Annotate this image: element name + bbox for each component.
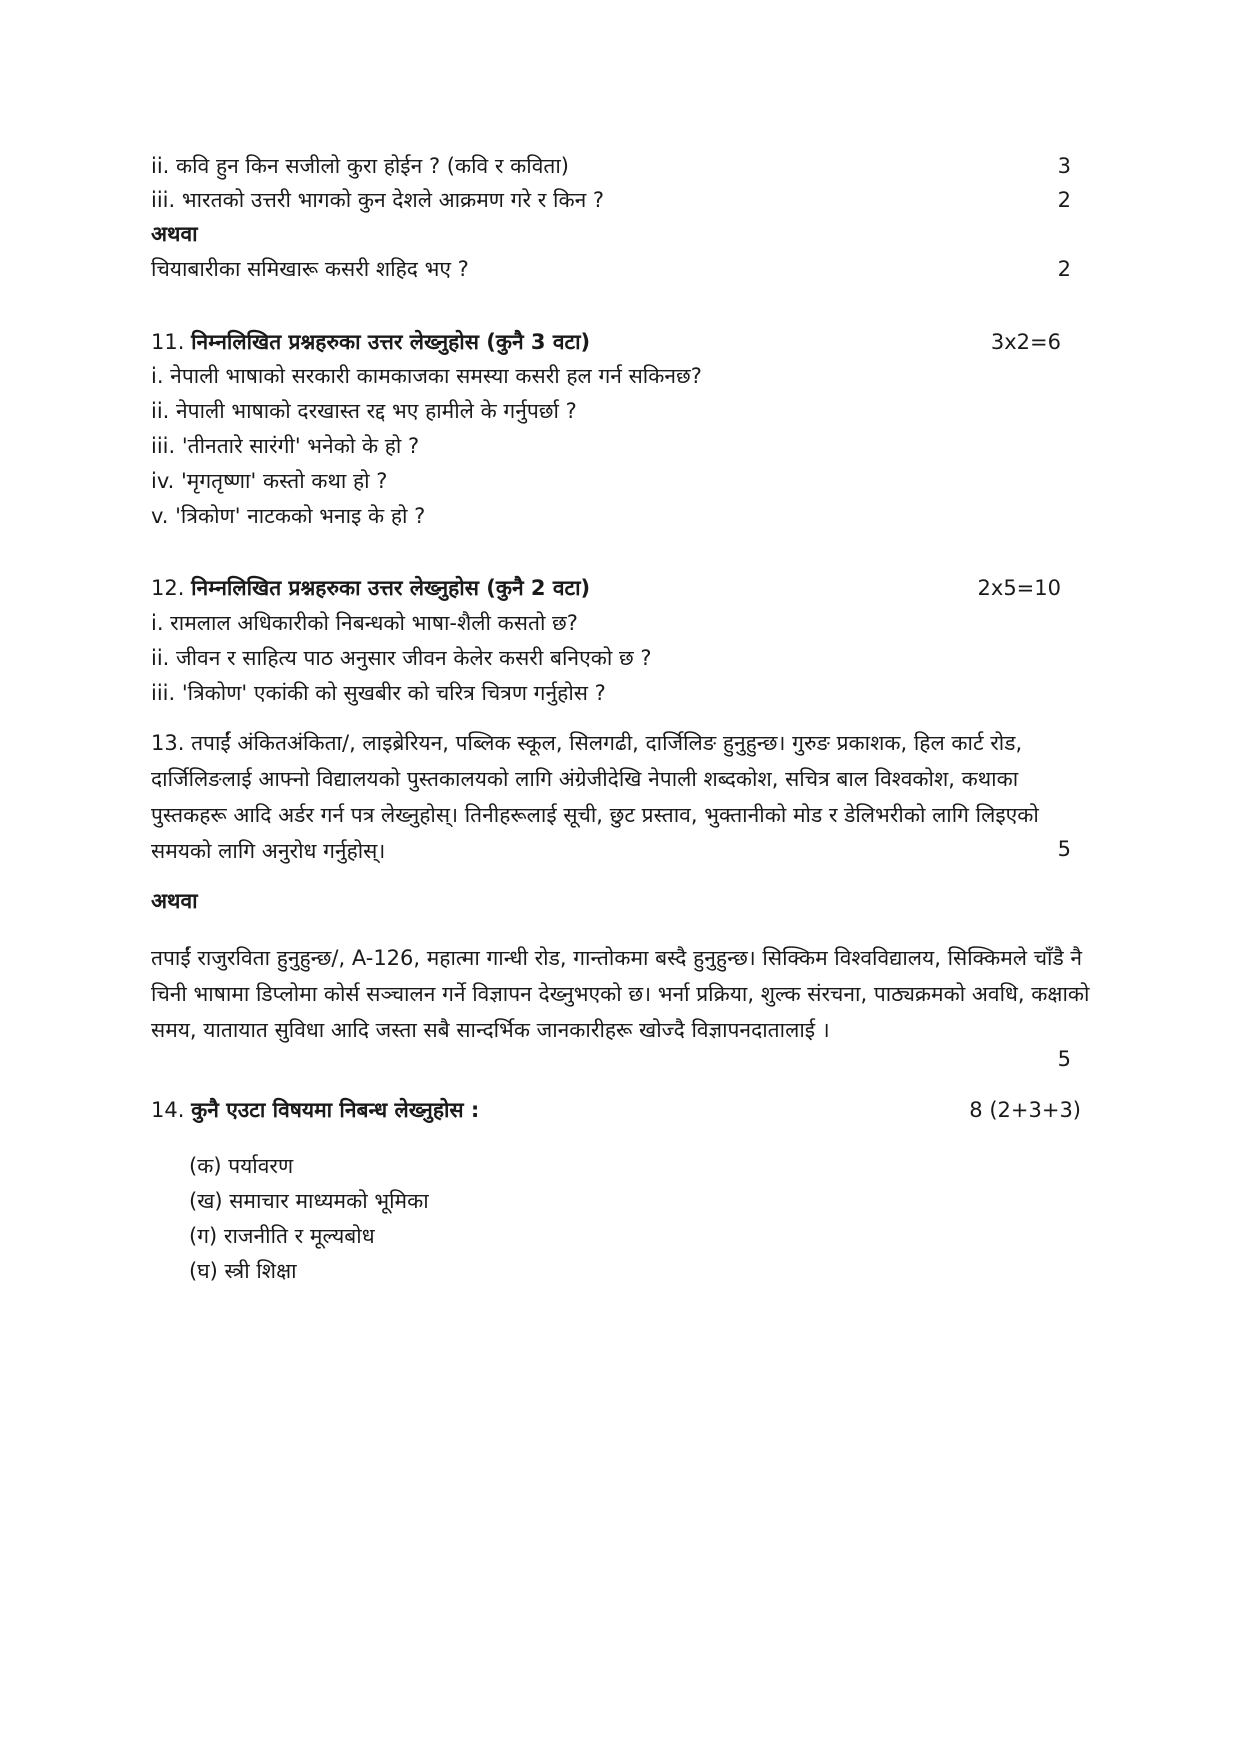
athawa-label: अथवा — [151, 222, 198, 246]
question-12-heading — [151, 572, 590, 604]
question-13-text: 13. तपाईं अंकितअंकिता/, लाइब्रेरियन, पब्लिक स्कूल, सिलगढी, दार्जिलिङ हुनुहुन्छ। गुरुङ प्रकाशक, हिल कार्ट रोड, दार्जिलिङलाई आफ्नो विद्यालयको पुस्तकालयको लागि अंग्रेजीदेखि नेपाली शब्दकोश, सचित्र बाल विश्वकोश, कथाका पुस्तकहरू आदि अर्डर गर्न पत्र लेख्नुहोस्। तिनीहरूलाई सूची, छुट प्रस्ताव, भुक्तानीको मोड र डेलिभरीको लागि लिइएको समयको लागि अनुरोध गर्नुहोस्। — [151, 731, 1039, 863]
question-14-marks: 8 (2+3+3) — [969, 1098, 1081, 1122]
question-12-title: निम्नलिखित प्रश्नहरुका उत्तर लेख्नुहोस (कुनै 2 वटा) — [191, 576, 591, 600]
question-10-ii: ii. कवि हुन किन सजीलो कुरा होईन ? (कवि र कविता) — [151, 154, 569, 178]
question-11-item: i. नेपाली भाषाको सरकारी कामकाजका समस्या कसरी हल गर्न सकिनछ? — [151, 364, 702, 388]
question-13-marks: 5 — [1057, 837, 1071, 861]
question-11-item: ii. नेपाली भाषाको दरखास्त रद्द भए हामीले के गर्नुपर्छा ? — [151, 399, 577, 423]
question-12-item: ii. जीवन र साहित्य पाठ अनुसार जीवन केलेर कसरी बनिएको छ ? — [151, 646, 652, 670]
question-11-item: v. 'त्रिकोण' नाटकको भनाइ के हो ? — [151, 504, 426, 528]
question-11-number: 11. — [151, 330, 185, 354]
question-14-heading — [151, 1094, 479, 1126]
question-11-marks: 3x2=6 — [990, 330, 1061, 354]
question-11-item: iv. 'मृगतृष्णा' कस्तो कथा हो ? — [151, 469, 388, 493]
essay-topic: (ग) राजनीति र मूल्यबोध — [189, 1224, 375, 1248]
question-11-item: iii. 'तीनतारे सारंगी' भनेको के हो ? — [151, 434, 420, 458]
question-12-item: i. रामलाल अधिकारीको निबन्धको भाषा-शैली कसतो छ? — [151, 611, 578, 635]
question-12-number: 12. — [151, 576, 185, 600]
question-14-title: कुनै एउटा विषयमा निबन्ध लेख्नुहोस : — [191, 1098, 480, 1122]
question-10-iii-marks: 2 — [1057, 188, 1071, 212]
question-12-marks: 2x5=10 — [977, 576, 1061, 600]
essay-topic: (घ) स्त्री शिक्षा — [189, 1259, 297, 1283]
alternative-question-marks: 2 — [1057, 257, 1071, 281]
question-10-ii-marks: 3 — [1057, 154, 1071, 178]
athawa-label-13: अथवा — [151, 889, 198, 913]
essay-topic: (ख) समाचार माध्यमको भूमिका — [189, 1189, 429, 1213]
question-14-number: 14. — [151, 1098, 185, 1122]
question-13-alternative-text: तपाईं राजुरविता हुनुहुन्छ/, A-126, महात्मा गान्धी रोड, गान्तोकमा बस्दै हुनुहुन्छ। सिक्किम विश्वविद्यालय, सिक्किमले चाँडै नै चिनी भाषामा डिप्लोमा कोर्स सञ्चालन गर्ने विज्ञापन देख्नुभएको छ। भर्ना प्रक्रिया, शुल्क संरचना, पाठ्यक्रमको अवधि, कक्षाको समय, यातायात सुविधा आदि जस्ता सबै सान्दर्भिक जानकारीहरू खोज्दै विज्ञापनदातालाई । — [151, 946, 1090, 1042]
question-10-iii: iii. भारतको उत्तरी भागको कुन देशले आक्रमण गरे र किन ? — [151, 188, 605, 212]
alternative-question: चियाबारीका समिखारू कसरी शहिद भए ? — [151, 257, 469, 281]
essay-topic: (क) पर्यावरण — [189, 1154, 294, 1178]
question-13-alternative-marks: 5 — [1057, 1047, 1071, 1071]
question-11-title: निम्नलिखित प्रश्नहरुका उत्तर लेख्नुहोस (कुनै 3 वटा) — [191, 330, 591, 354]
question-11-heading — [151, 326, 590, 358]
question-12-item: iii. 'त्रिकोण' एकांकी को सुखबीर को चरित्र चित्रण गर्नुहोस ? — [151, 681, 606, 705]
